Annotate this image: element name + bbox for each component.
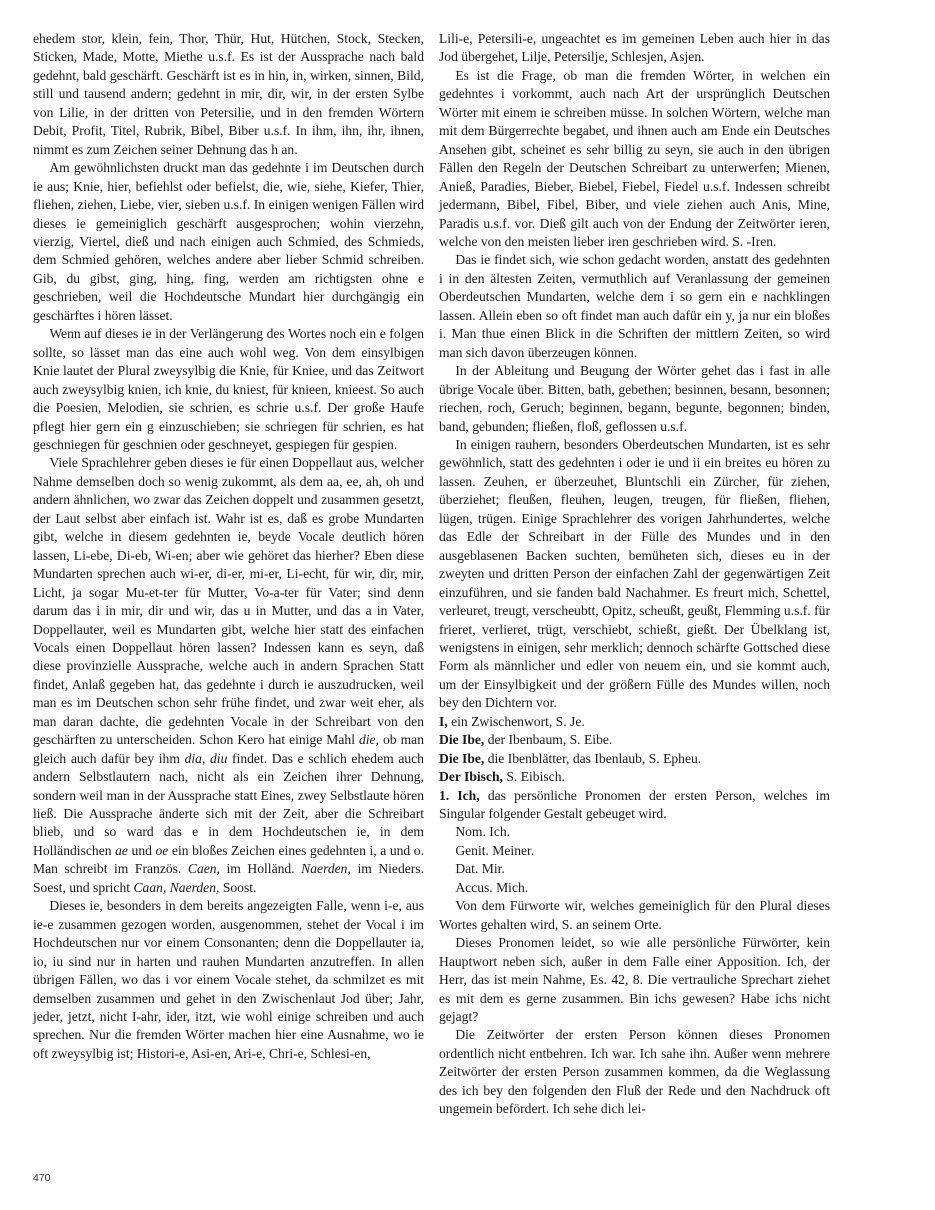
paragraph: In der Ableitung und Beugung der Wörter gehet das i fast in alle übrige Vocale über. Bitten, bath, gebethen; besinnen, besann, besonnen; riechen, roch, Geruch; beginnen, begann, begunte, begonnen; binden, band, gebunden; fließen, floß, geflossen u.s.f.	[439, 363, 830, 434]
italic-term: dia, diu	[184, 750, 228, 766]
entry-headword: 1. Ich,	[439, 787, 480, 803]
italic-term: Caan, Naerden,	[133, 879, 220, 895]
italic-term: die,	[358, 732, 379, 748]
text-run: ein bloßes Zeichen eines gedehnten i, a und o. Man schreibt im Französ.	[33, 842, 424, 877]
entry-text: das persönliche Pronomen der ersten Person, welches im Singular folgender Gestalt gebeuget wird.	[439, 787, 830, 822]
italic-term: Naerden,	[301, 861, 351, 877]
text-run: im Nieders. Soest, und spricht	[33, 861, 424, 895]
page-number: 470	[33, 1172, 51, 1184]
declension-line: Genit. Meiner.	[455, 842, 535, 858]
dictionary-entry	[439, 768, 830, 786]
paragraph: Es ist die Frage, ob man die fremden Wörter, in welchen ein gedehntes i vorkommt, auch nach Art der ursprünglich Deutschen Wörter mit einem ie schreiben müsse. In solchen Wörtern, welche man mit dem Bürgerrechte begabet, und ihnen auch am Ende ein Deutsches Ansehen gibt, scheinet es sehr billig zu seyn, sie auch in den übrigen Fällen den Regeln der Deutschen Schreibart zu unterwerfen; Mienen, Anieß, Paradies, Bieber, Biebel, Fiebel, Fiedel u.s.f. Indessen schreibt jedermann, Bibel, Fibel, Biber, und viele ziehen auch Anis, Mine, Paradis u.s.f. vor. Dieß gilt auch von der Endung der Zeitwörter ieren, welche von den meisten lieber iren geschrieben wird. S. -Iren.	[439, 67, 830, 249]
text-run: ob man gleich auch dafür bey ihm	[33, 732, 424, 766]
text-run: und	[131, 842, 152, 858]
paragraph: Am gewöhnlichsten druckt man das gedehnte i im Deutschen durch ie aus; Knie, hier, befiehlst oder befielst, die, wie, siehe, Kiefer, Thier, fliehen, ziehen, Liebe, vier, sieben u.s.f. In einigen wenigen Fällen wird dieses ie gemeiniglich geschärft ausgesprochen; wohin vierzehn, vierzig, Viertel, dieß und nach einigen auch Schmied, des Schmieds, dem Schmied gehören, welches andere aber lieber Schmid schreiben. Gib, du gibst, ging, hing, fing, werden am richtigsten ohne e geschrieben, weil die Hochdeutsche Mundart hier durchgängig ein geschärftes i hören lässet.	[33, 160, 424, 323]
dictionary-entry	[439, 787, 830, 824]
entry-headword: Die Ibe,	[439, 732, 485, 748]
paragraph: Von dem Fürworte wir, welches gemeiniglich für den Plural dieses Wortes gehalten wird, S. an seinem Orte.	[439, 898, 830, 932]
text-run: findet. Das e schlich ehedem auch andern Selbstlautern nach, nicht als ein Zeichen ihrer Dehnung, sondern weil man in der Aussprache statt Eines, zwey Selbstlaute hören ließ. Die Aussprache änderte sich mit der Zeit, aber die Schreibart blieb, und so ward das e in dem Hochdeutschen ie, in dem Holländischen	[33, 750, 424, 858]
italic-term: oe	[155, 842, 169, 858]
paragraph: Dieses ie, besonders in dem bereits angezeigten Falle, wenn i-e, aus ie-e zusammen gezogen worden, ausgenommen, stehet der Vocal i im Hochdeutschen nur vor einem Consonanten; denn die Doppellauter ia, io, iu sind nur in harten und rauhen Mundarten anzutreffen. In allen übrigen Fällen, wo das i vor einem Vocale stehet, da schmilzet es mit demselben zusammen und gehet in den Zwischenlaut Jod über; Jahr, jeder, jetzt, nicht I-ahr, ider, itzt, wie wohl einige schreiben und auch sprechen. Nur die fremden Wörter machen hier eine Ausnahme, wo ie oft zweysylbig ist; Histori-e, Asi-en, Ari-e, Chri-e, Schlesi-en,	[33, 898, 424, 1061]
paragraph: Wenn auf dieses ie in der Verlängerung des Wortes noch ein e folgen sollte, so lässet man das eine auch wohl weg. Von dem einsylbigen Knie lautet der Plural zweysylbig die Knie, für Kniee, und das Zeitwort auch zweysylbig knien, ich knie, du kniest, für knieen, knieest. So auch die Poesien, Melodien, sie schrien, es schrie u.s.f. Der große Haufe pflegt hier gern ein g einzuschieben; sie schriegen für schrien, es hat geschniegen für geschnien oder geschneyet, gespiegen für gespien.	[33, 326, 424, 452]
entry-text: S. Eibisch.	[506, 769, 565, 785]
paragraph: Die Zeitwörter der ersten Person können dieses Pronomen ordentlich nicht entbehren. Ich war. Ich sahe ihn. Außer wenn mehrere Zeitwörter der ersten Person zusammen kommen, da die Weglassung des ich bey den folgenden den Fluß der Rede und den Nachdruck oft ungemein befördert. Ich sehe dich lei-	[439, 1027, 830, 1117]
entry-text: der Ibenbaum, S. Eibe.	[487, 732, 613, 748]
dictionary-entry	[439, 713, 830, 731]
left-column	[33, 30, 424, 1063]
paragraph: In einigen rauhern, besonders Oberdeutschen Mundarten, ist es sehr gewöhnlich, statt des gedehnten i oder ie und ii ein breites eu hören zu lassen. Zeuhen, er überzeuhet, Bluntschli ein Zürcher, für ziehen, überziehet; fleußen, fleuhen, leugen, treugen, für fließen, fliehen, lügen, trügen. Einige Sprachlehrer des vorigen Jahrhundertes, welche das Edle der Schreibart in der Fülle des Mundes und in den ausgeblasenen Backen suchten, bemüheten sich, dieses eu in der zweyten und dritten Person der einfachen Zahl der gegenwärtigen Zeit einzuführen, und sie fanden bald Nachahmer. Es freurt mich, Schettel, verleuret, treugt, verscheubtt, Opitz, scheußt, geußt, Flemming u.s.f. für frieret, verlieret, trügt, verschiebt, schießt, gießt. Der Übelklang ist, wenigstens in einigen, sehr merklich; dennoch schärfte Gottsched diese Form als männlicher und edler von neuem ein, und sie kommt auch, um der Einsylbigkeit und der größern Fülle des Mundes willen, noch bey den Dichtern vor.	[439, 436, 830, 711]
text-run: Viele Sprachlehrer geben dieses ie für einen Doppellaut aus, welcher Nahme demselben doch so wenig zukommt, als dem aa, ee, ah, oh und andern ähnlichen, wo zwar das Zeichen doppelt und zusammen gesetzt, der Laut selbst aber einfach ist. Wahr ist es, daß es grobe Mundarten gibt, welche in diesem gedehnten ie, beyde Vocale deutlich hören lassen, Li-ebe, Di-eb, Wi-en; aber wie gehöret das hierher? Eben diese Mundarten sprechen auch wi-er, di-er, mi-er, Li-echt, für wir, dir, mir, Licht, ja sogar Mu-et-ter für Mutter, Vo-a-ter für Vater; sind denn darum das i in mir, dir und wir, das u in Mutter, und das a in Vater, Doppellauter, weil es Mundarten gibt, welche hier statt des einfachen Vocals einen Doppellaut hören lassen? Indessen kann es seyn, daß diese provinzielle Aussprache, welche auch in andern Sprachen Statt findet, Anlaß gegeben hat, das gedehnte i durch ie auszudrucken, weil man es im Deutschen schon sehr frühe findet, und zwar weit eher, als man daran dachte, die gedehnten Vocale in der Schreibart von den geschärften zu unterscheiden. Schon Kero hat einige Mahl	[33, 455, 424, 748]
dictionary-entry	[439, 731, 830, 749]
entry-text: ein Zwischenwort, S. Je.	[451, 713, 585, 729]
paragraph: Das ie findet sich, wie schon gedacht worden, anstatt des gedehnten i in den ältesten Zeiten, vermuthlich auf Veranlassung der gemeinen Oberdeutschen Mundarten, welche dem i so gern ein e nachklingen lassen. Allein eben so oft findet man auch dafür ein y, ja nur ein bloßes i. Man thue einen Blick in die Schriften der mittlern Zeiten, so wird man sich davon überzeugen können.	[439, 252, 830, 360]
entry-headword: Die Ibe,	[439, 750, 485, 766]
dictionary-entry	[439, 750, 830, 768]
paragraph	[33, 454, 424, 897]
text-run: Soost.	[222, 879, 257, 895]
declension-line: Accus. Mich.	[455, 879, 529, 895]
italic-term: ae	[115, 842, 128, 858]
paragraph: Dieses Pronomen leidet, so wie alle persönliche Fürwörter, kein Hauptwort neben sich, außer in dem Falle einer Apposition. Ich, der Herr, das ist mein Nahme, Es. 42, 8. Die vertrauliche Sprechart ziehet es mit dem es gerne zusammen. Bin ichs gewesen? Habe ichs nicht gejagt?	[439, 935, 830, 1025]
declension-line: Dat. Mir.	[455, 861, 505, 877]
text-run: im Holländ.	[226, 861, 295, 877]
right-column	[439, 30, 830, 1119]
entry-headword: Der Ibisch,	[439, 769, 503, 785]
entry-headword: I,	[439, 713, 448, 729]
paragraph: ehedem stor, klein, fein, Thor, Thür, Hut, Hütchen, Stock, Stecken, Sticken, Made, Motte, Miethe u.s.f. Es ist der Aussprache nach bald gedehnt, bald geschärft. Geschärft ist es in hin, in, wirken, sinnen, Bild, still und tausend andern; gedehnt in mir, dir, wir, in der ersten Sylbe von Lilie, in der dritten von Petersilie, und in den fremden Wörtern Debit, Profit, Titel, Rubrik, Bibel, Biber u.s.f. In ihm, ihn, ihr, ihnen, nimmt es zum Zeichen seiner Dehnung das h an.	[33, 31, 424, 157]
entry-text: die Ibenblätter, das Ibenlaub, S. Epheu.	[487, 750, 702, 766]
paragraph: Lili-e, Petersili-e, ungeachtet es im gemeinen Leben auch hier in das Jod übergehet, Lilje, Petersilje, Schlesjen, Asjen.	[439, 31, 830, 65]
italic-term: Caen,	[187, 861, 220, 877]
declension-line: Nom. Ich.	[455, 824, 511, 840]
